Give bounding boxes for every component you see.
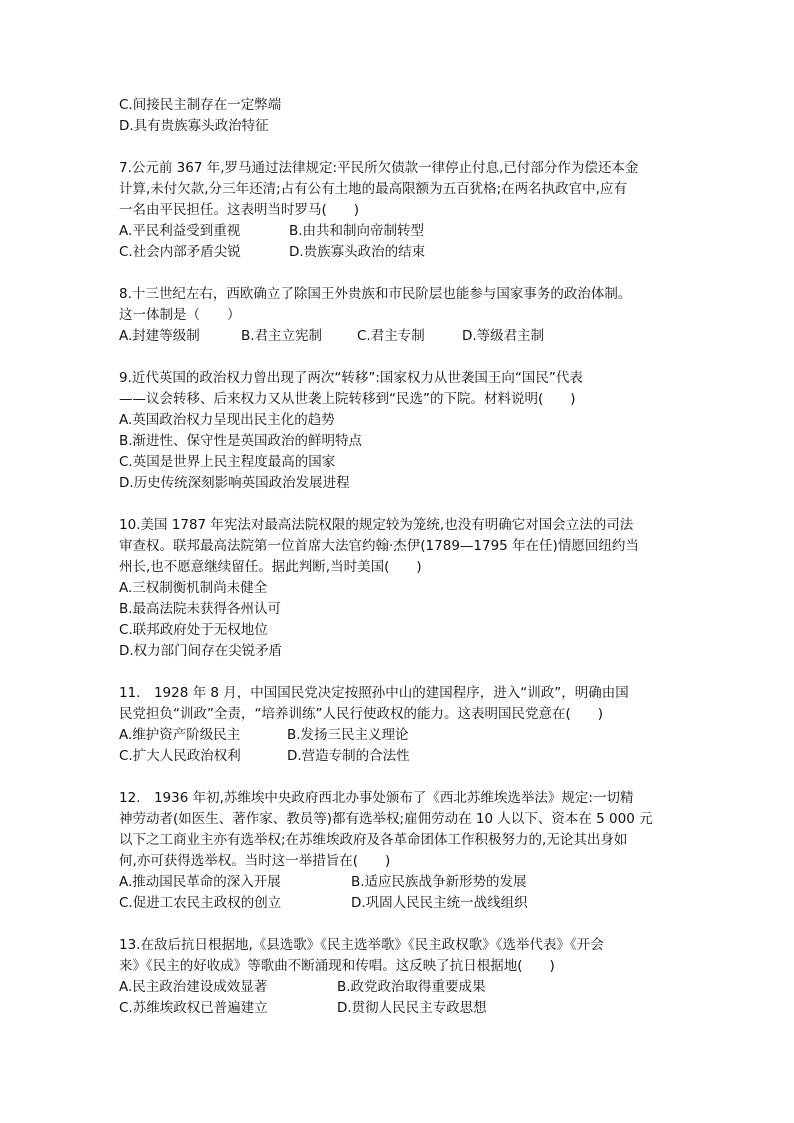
option-d[interactable]: D.等级君主制 — [462, 328, 545, 344]
option-row — [119, 872, 699, 893]
option-b[interactable]: B.政党政治取得重要成果 — [337, 979, 486, 995]
question-stem-line: 神劳动者(如医生、著作家、教员等)都有选举权;雇佣劳动在 10 人以下、资本在 5 000 元 — [119, 811, 653, 827]
exam-page — [119, 95, 699, 1040]
question-stem-line: 何,亦可获得选举权。当时这一举措旨在( ) — [119, 853, 391, 869]
option-c[interactable]: C.联邦政府处于无权地位 — [119, 622, 268, 638]
option-row — [119, 221, 699, 242]
option-b[interactable]: B.最高法院未获得各州认可 — [119, 601, 282, 617]
question-stem-line: 民党担负“训政”全责，“培养训练”人民行使政权的能力。这表明国民党意在( ) — [119, 706, 604, 722]
option-a[interactable]: A.民主政治建设成效显著 — [119, 979, 268, 995]
question-11 — [119, 683, 699, 767]
question-stem-line: 审查权。联邦最高法院第一位首席大法官约翰·杰伊(1789—1795 年在任)情愿回纽约当 — [119, 538, 639, 554]
option-c[interactable]: C.英国是世界上民主程度最高的国家 — [119, 454, 336, 470]
option-c[interactable]: C.君主专制 — [357, 328, 425, 344]
option-c[interactable]: C.扩大人民政治权利 — [119, 748, 241, 764]
option-row — [119, 242, 699, 263]
question-stem-line: 9.近代英国的政治权力曾出现了两次“转移”:国家权力从世袭国王向“国民”代表 — [119, 370, 583, 386]
option-a[interactable]: A.平民利益受到重视 — [119, 223, 241, 239]
question-stem-line: 来》《民主的好收成》等歌曲不断涌现和传唱。这反映了抗日根据地( ) — [119, 958, 555, 974]
question-stem-line: 这一体制是（ ） — [119, 307, 241, 323]
option-row — [119, 893, 699, 914]
question-stem-line: 7.公元前 367 年,罗马通过法律规定:平民所欠债款一律停止付息,已付部分作为偿还本金 — [119, 160, 639, 176]
question-6-tail — [119, 95, 699, 137]
option-b[interactable]: B.发扬三民主义理论 — [287, 727, 409, 743]
option-d[interactable]: D.权力部门间存在尖锐矛盾 — [119, 643, 283, 659]
option-d[interactable]: D.贵族寡头政治的结束 — [289, 244, 426, 260]
option-row — [119, 998, 699, 1019]
question-9 — [119, 368, 699, 494]
option-a[interactable]: A.英国政治权力呈现出民主化的趋势 — [119, 412, 335, 428]
question-stem-line: ——议会转移、后来权力又从世袭上院转移到“民选”的下院。材料说明( ) — [119, 391, 576, 407]
option-a[interactable]: A.推动国民革命的深入开展 — [119, 874, 281, 890]
question-12 — [119, 788, 699, 914]
option-row — [119, 725, 699, 746]
option-c[interactable]: C.促进工农民主政权的创立 — [119, 895, 282, 911]
question-10 — [119, 515, 699, 662]
question-8 — [119, 284, 699, 347]
option-c[interactable]: C.间接民主制存在一定弊端 — [119, 97, 282, 113]
option-row — [119, 746, 699, 767]
option-d[interactable]: D.营造专制的合法性 — [287, 748, 410, 764]
option-a[interactable]: A.维护资产阶级民主 — [119, 727, 241, 743]
option-d[interactable]: D.贯彻人民民主专政思想 — [337, 1000, 487, 1016]
option-b[interactable]: B.渐进性、保守性是英国政治的鲜明特点 — [119, 433, 363, 449]
option-b[interactable]: B.适应民族战争新形势的发展 — [351, 874, 527, 890]
option-d[interactable]: D.巩固人民民主统一战线组织 — [351, 895, 528, 911]
option-b[interactable]: B.君主立宪制 — [241, 328, 323, 344]
question-stem-line: 州长,也不愿意继续留任。据此判断,当时美国( ) — [119, 559, 422, 575]
option-b[interactable]: B.由共和制向帝制转型 — [289, 223, 425, 239]
option-row — [119, 977, 699, 998]
question-stem-line: 8.十三世纪左右，西欧确立了除国王外贵族和市民阶层也能参与国家事务的政治体制。 — [119, 286, 632, 302]
option-c[interactable]: C.苏维埃政权已普遍建立 — [119, 1000, 268, 1016]
option-c[interactable]: C.社会内部矛盾尖锐 — [119, 244, 241, 260]
question-stem-line: 10.美国 1787 年宪法对最高法院权限的规定较为笼统,也没有明确它对国会立法的司法 — [119, 517, 634, 533]
option-d[interactable]: D.历史传统深刻影响英国政治发展进程 — [119, 475, 350, 491]
option-d[interactable]: D.具有贵族寡头政治特征 — [119, 118, 269, 134]
question-stem-line: 一名由平民担任。这表明当时罗马( ) — [119, 202, 360, 218]
question-7 — [119, 158, 699, 263]
option-a[interactable]: A.三权制衡机制尚未健全 — [119, 580, 268, 596]
question-stem-line: 12. 1936 年初,苏维埃中央政府西北办事处颁布了《西北苏维埃选举法》规定:一切精 — [119, 790, 634, 806]
option-a[interactable]: A.封建等级制 — [119, 328, 200, 344]
question-13 — [119, 935, 699, 1019]
question-stem-line: 13.在敌后抗日根据地,《县选歌》《民主选举歌》《民主政权歌》《选举代表》《开会 — [119, 937, 604, 953]
option-row — [119, 326, 699, 347]
question-stem-line: 计算,未付欠款,分三年还清;占有公有土地的最高限额为五百犹格;在两名执政官中,应有 — [119, 181, 627, 197]
question-stem-line: 以下之工商业主亦有选举权;在苏维埃政府及各革命团体工作积极努力的,无论其出身如 — [119, 832, 628, 848]
question-stem-line: 11. 1928 年 8 月，中国国民党决定按照孙中山的建国程序，进入“训政”，明确由国 — [119, 685, 629, 701]
